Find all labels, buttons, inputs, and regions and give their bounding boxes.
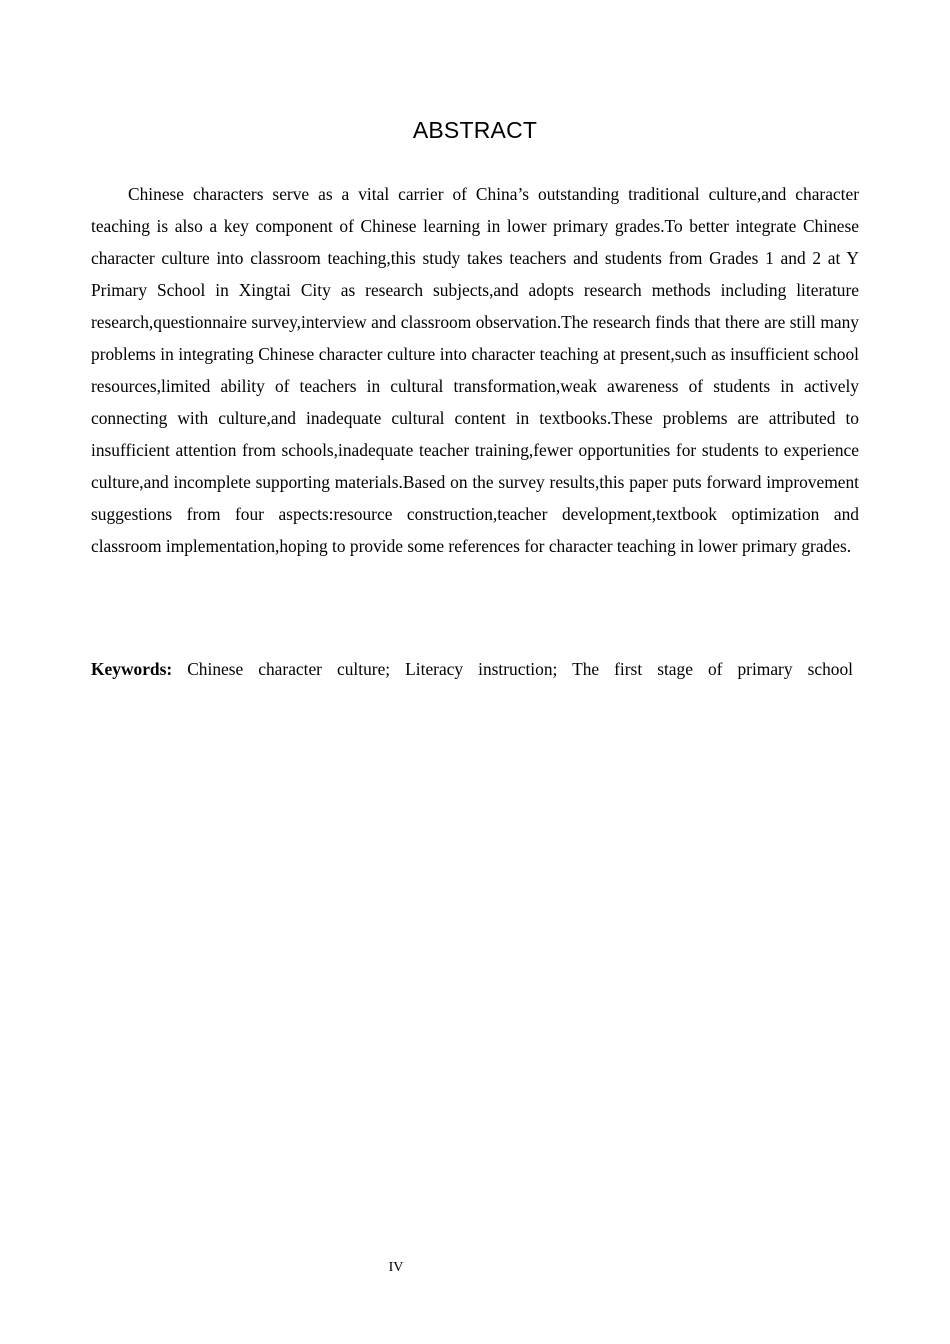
keywords-line [91,653,853,685]
keywords-label: Keywords: [91,659,173,679]
page-number: IV [388,1260,404,1275]
abstract-title: ABSTRACT [412,117,538,143]
abstract-body: Chinese characters serve as a vital carrier of China’s outstanding traditional culture,and character teaching is also a key component of Chinese learning in lower primary grades.To better integrate Chinese character culture into classroom teaching,this study takes teachers and students from Grades 1 and 2 at Y Primary School in Xingtai City as research subjects,and adopts research methods including literature research,questionnaire survey,interview and classroom observation.The research finds that there are still many problems in integrating Chinese character culture into character teaching at present,such as insufficient school resources,limited ability of teachers in cultural transformation,weak awareness of students in actively connecting with culture,and inadequate cultural content in textbooks.These problems are attributed to insufficient attention from schools,inadequate teacher training,fewer opportunities for students to experience culture,and incomplete supporting materials.Based on the survey results,this paper puts forward improvement suggestions from four aspects:resource construction,teacher development,textbook optimization and classroom implementation,hoping to provide some references for character teaching in lower primary grades. [91,184,859,556]
keywords-text: Chinese character culture; Literacy instruction; The first stage of primary school [187,659,853,679]
